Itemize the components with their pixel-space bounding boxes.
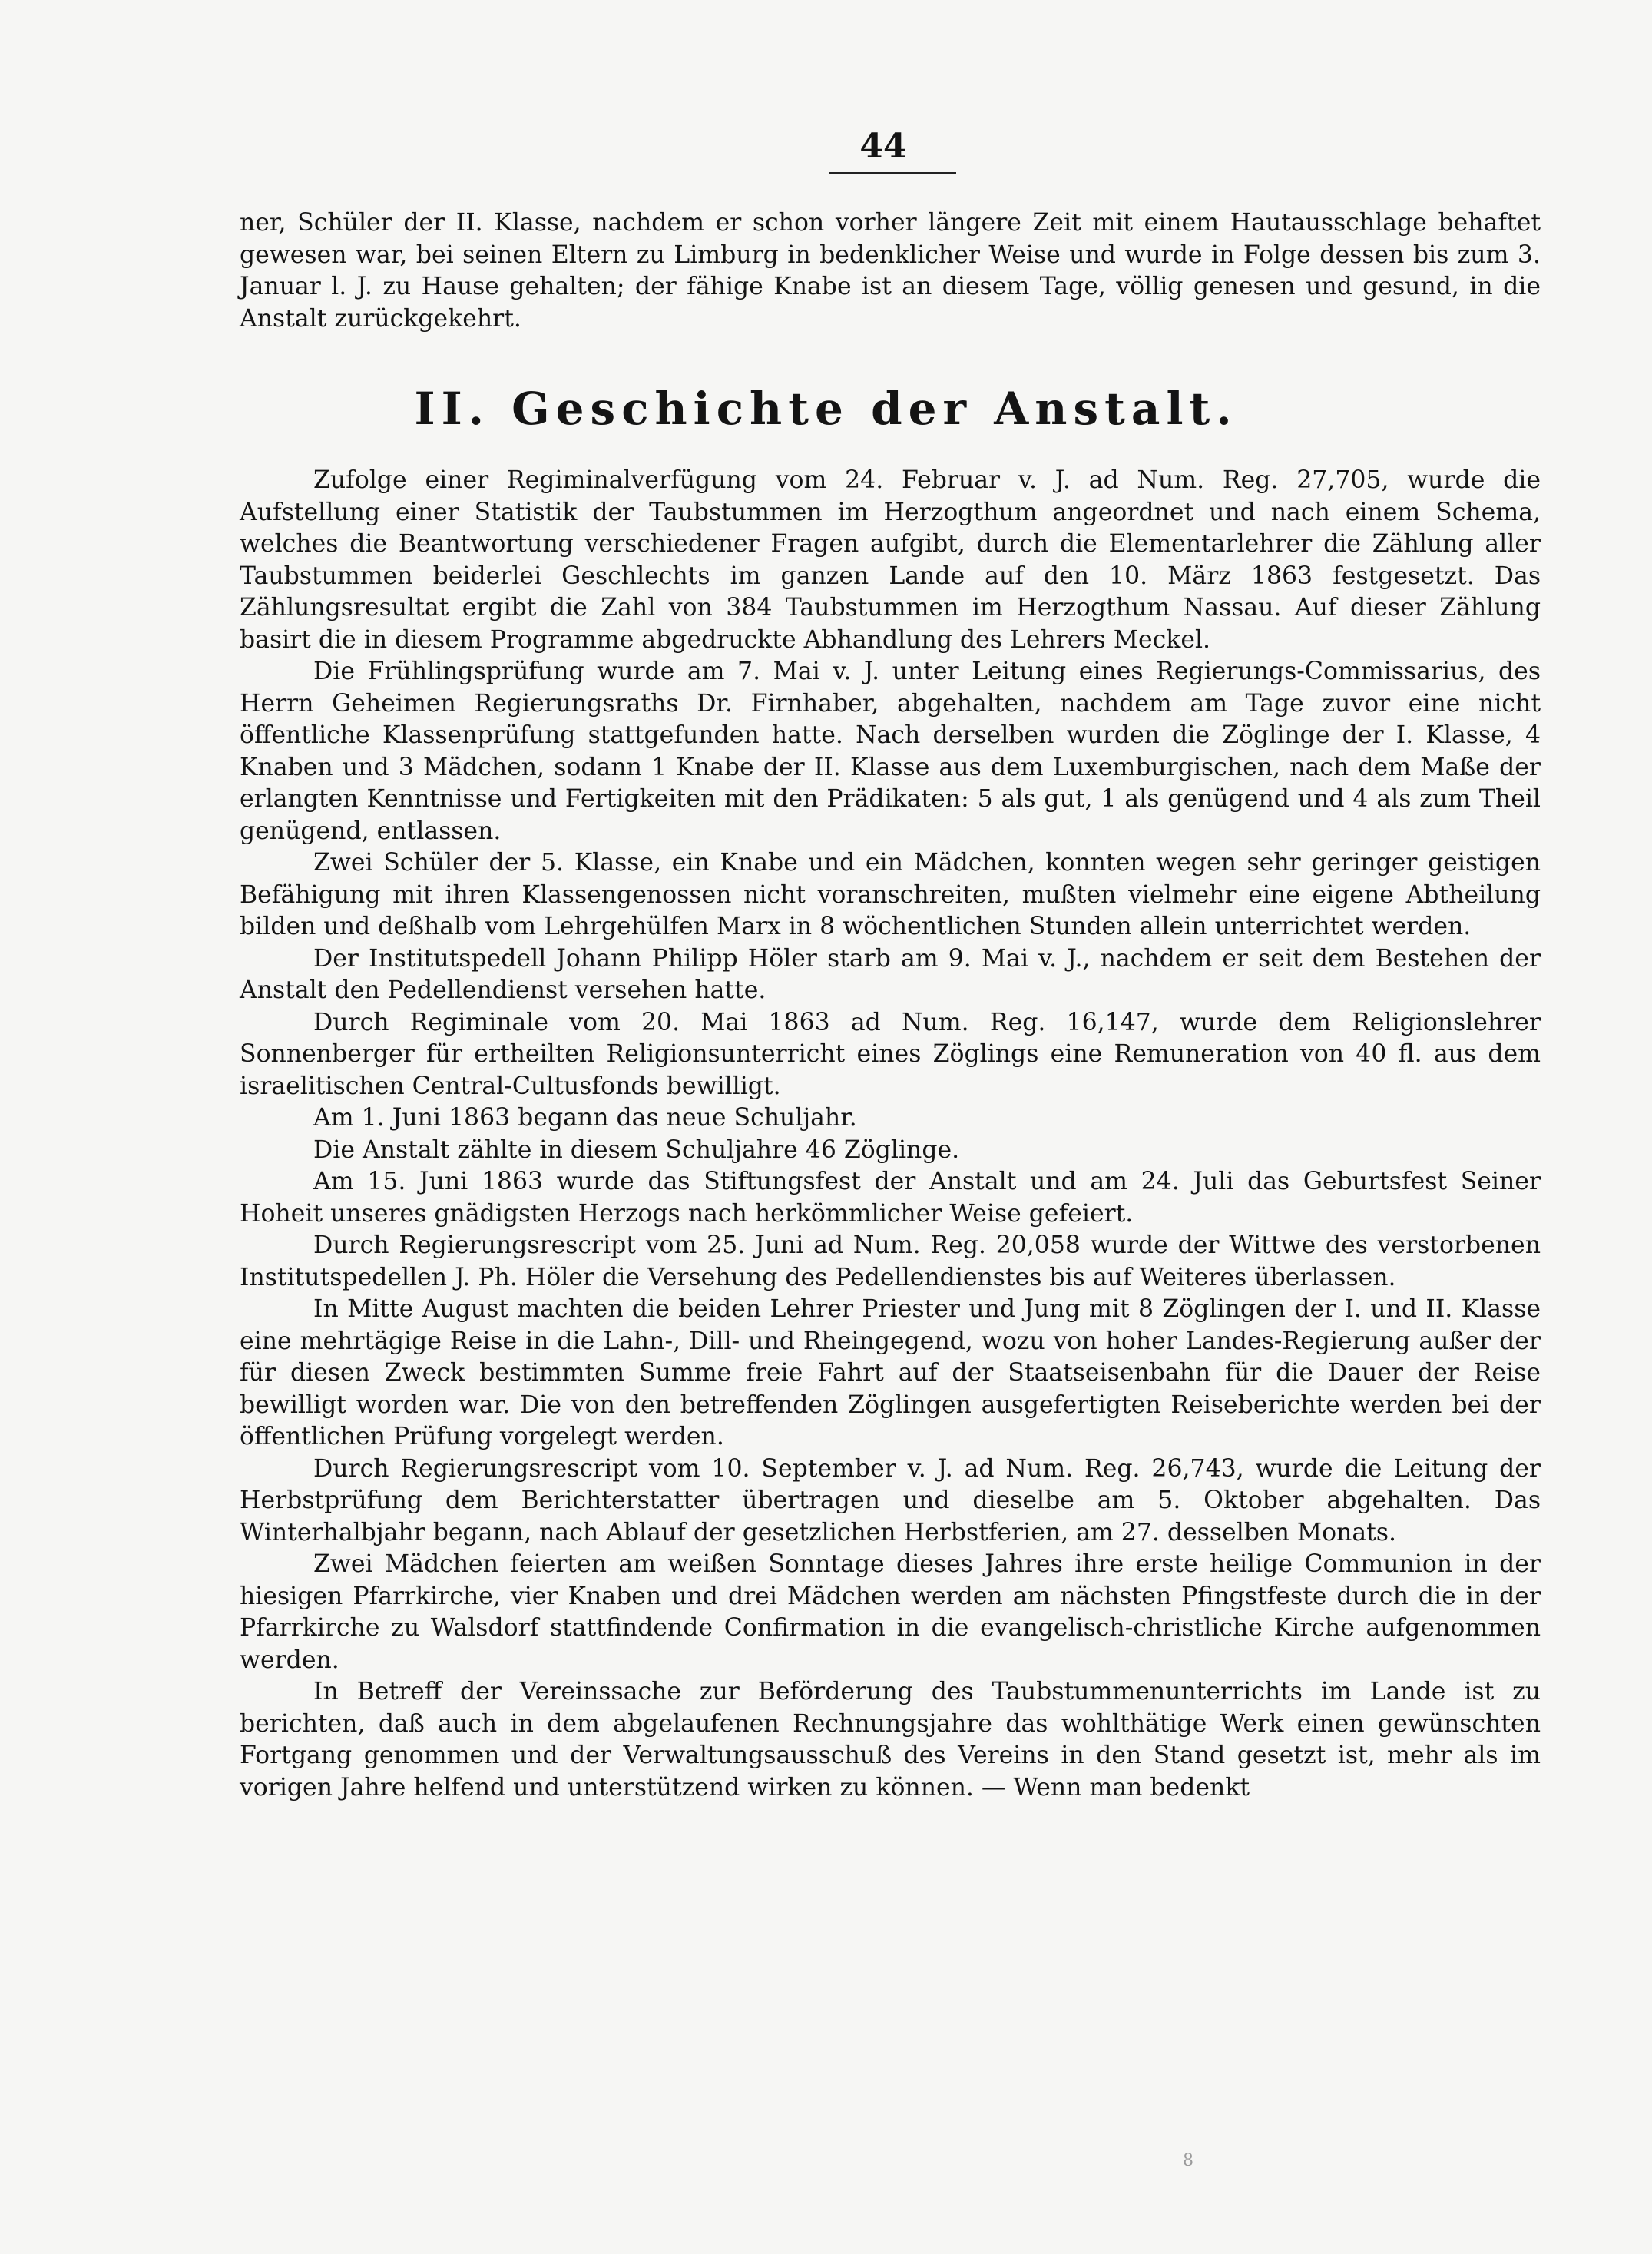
paragraph-widow: Durch Regierungsrescript vom 25. Juni ad Num. Reg. 20,058 wurde der Wittwe des verstorbenen Institutspedellen J. Ph. Höler die Versehung des Pedellendienstes bis auf Weiteres überlassen. (240, 1231, 1541, 1291)
page-number-rule (829, 172, 956, 174)
paragraph-spring-exam: Die Frühlingsprüfung wurde am 7. Mai v. J. unter Leitung eines Regierungs-Commissarius, des Herrn Geheimen Regierungsraths Dr. Firnhaber, abgehalten, nachdem am Tage zuvor eine nicht öffentliche Klassenprüfung stattgefunden hatte. Nach derselben wurden die Zöglinge der I. Klasse, 4 Knaben und 3 Mädchen, sodann 1 Knabe der II. Klasse aus dem Luxemburgischen, nach dem Maße der erlangten Kenntnisse und Fertigkeiten mit den Prädikaten: 5 als gut, 1 als genügend und 4 als zum Theil genügend, entlassen. (240, 658, 1541, 845)
paragraph-statistics: Zufolge einer Regiminalverfügung vom 24. Februar v. J. ad Num. Reg. 27,705, wurde die Aufstellung einer Statistik der Taubstummen im Herzogthum angeordnet und nach einem Schema, welches die Beantwortung verschiedener Fragen aufgibt, durch die Elementarlehrer die Zählung aller Taubstummen beiderlei Geschlechts im ganzen Lande auf den 10. März 1863 festgesetzt. Das Zählungsresultat ergibt die Zahl von 384 Taubstummen im Herzogthum Nassau. Auf dieser Zählung basirt die in diesem Programme abgedruckte Abhandlung des Lehrers Meckel. (240, 466, 1541, 654)
paragraph-association: In Betreff der Vereinssache zur Beförderung des Taubstummenunterrichts im Lande ist zu berichten, daß auch in dem abgelaufenen Rechnungsjahre das wohlthätige Werk einen gewünschten Fortgang genommen und der Verwaltungsausschuß des Vereins in den Stand gesetzt ist, mehr als im vorigen Jahre helfend und unterstützend wirken zu können. — Wenn man bedenkt (240, 1678, 1541, 1802)
page-number: 44 (859, 127, 907, 166)
paragraph-remuneration: Durch Regiminale vom 20. Mai 1863 ad Num. Reg. 16,147, wurde dem Religionslehrer Sonnenberger für ertheilten Religionsunterricht eines Zöglings eine Remuneration von 40 fl. aus dem israelitischen Central-Cultusfonds bewilligt. (240, 1008, 1541, 1100)
paragraph-weak-pupils: Zwei Schüler der 5. Klasse, ein Knabe und ein Mädchen, konnten wegen sehr geringer geistigen Befähigung mit ihren Klassengenossen nicht voranschreiten, mußten vielmehr eine eigene Abtheilung bilden und deßhalb vom Lehrgehülfen Marx in 8 wöchentlichen Stunden allein unterrichtet werden. (240, 849, 1541, 940)
paragraph-festivals: Am 15. Juni 1863 wurde das Stiftungsfest der Anstalt und am 24. Juli das Geburtsfest Seiner Hoheit unseres gnädigsten Herzogs nach herkömmlicher Weise gefeiert. (240, 1168, 1541, 1228)
section-title: II. Geschichte der Anstalt. (414, 383, 1238, 435)
intro-paragraph: ner, Schüler der II. Klasse, nachdem er schon vorher längere Zeit mit einem Hautausschlage behaftet gewesen war, bei seinen Eltern zu Limburg in bedenklicher Weise und wurde in Folge dessen bis zum 3. Januar l. J. zu Hause gehalten; der fähige Knabe ist an diesem Tage, völlig genesen und gesund, in die Anstalt zurückgekehrt. (240, 209, 1541, 333)
section-body (240, 465, 1541, 1804)
paragraph-autumn-exam: Durch Regierungsrescript vom 10. September v. J. ad Num. Reg. 26,743, wurde die Leitung der Herbstprüfung dem Berichterstatter übertragen und dieselbe am 5. Oktober abgehalten. Das Winterhalbjahr begann, nach Ablauf der gesetzlichen Herbstferien, am 27. desselben Monats. (240, 1454, 1541, 1546)
paragraph-communion: Zwei Mädchen feierten am weißen Sonntage dieses Jahres ihre erste heilige Communion in der hiesigen Pfarrkirche, vier Knaben und drei Mädchen werden am nächsten Pfingstfeste durch die in der Pfarrkirche zu Walsdorf stattfindende Confirmation in die evangelisch-christliche Kirche aufgenommen werden. (240, 1550, 1541, 1674)
paragraph-journey: In Mitte August machten die beiden Lehrer Priester und Jung mit 8 Zöglingen der I. und II. Klasse eine mehrtägige Reise in die Lahn-, Dill- und Rheingegend, wozu von hoher Landes-Regierung außer der für diesen Zweck bestimmten Summe freie Fahrt auf der Staatseisenbahn für die Dauer der Reise bewilligt worden war. Die von den betreffenden Zöglingen ausgefertigten Reiseberichte werden bei der öffentlichen Prüfung vorgelegt werden. (240, 1295, 1541, 1450)
footer-mark: 8 (1183, 2151, 1193, 2170)
intro-block (240, 207, 1541, 335)
paragraph-school-year: Am 1. Juni 1863 begann das neue Schuljahr. (313, 1104, 857, 1132)
paragraph-pedell-death: Der Institutspedell Johann Philipp Höler starb am 9. Mai v. J., nachdem er seit dem Bestehen der Anstalt den Pedellendienst versehen hatte. (240, 944, 1541, 1004)
paragraph-pupil-count: Die Anstalt zählte in diesem Schuljahre 46 Zöglinge. (313, 1135, 960, 1164)
